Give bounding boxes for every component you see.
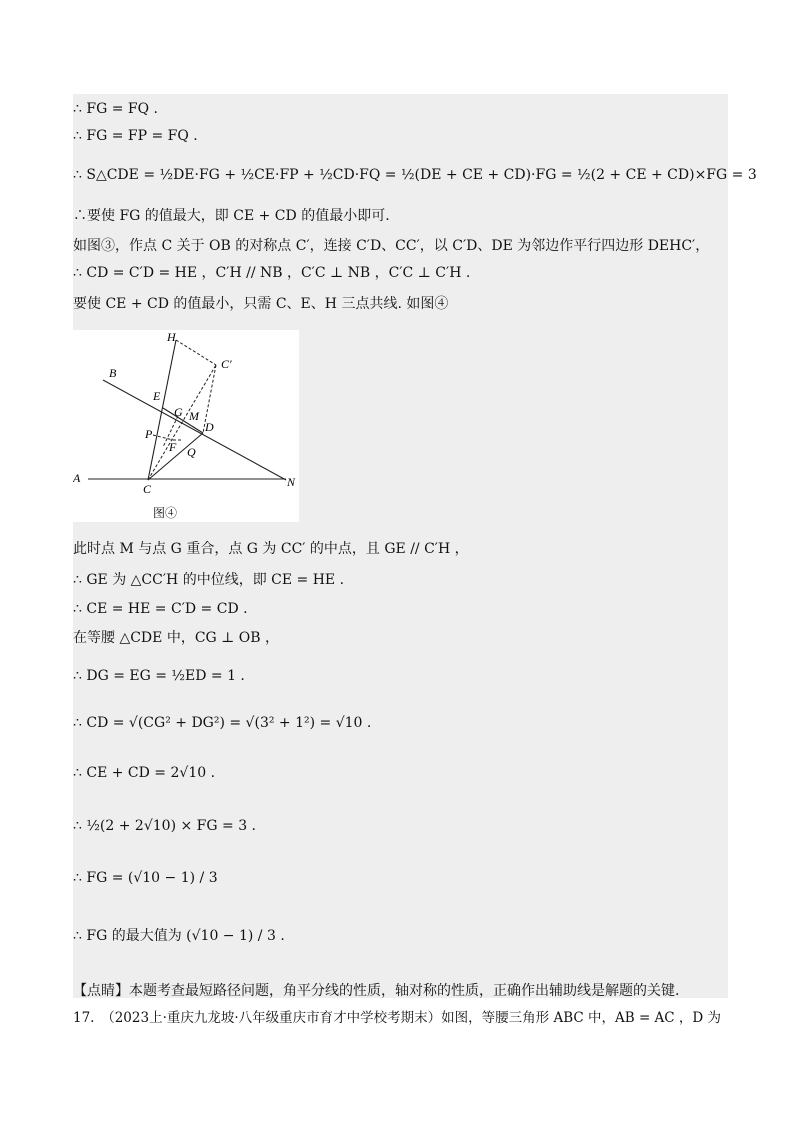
solution-line: ∴ CD = C′D = HE ，C′H // NB ，C′C ⊥ NB ，C′C ⊥ C′H . <box>73 265 471 281</box>
solution-line: ∴ GE 为 △CC′H 的中位线，即 CE = HE . <box>73 572 345 588</box>
line-HCprime <box>176 340 216 365</box>
label-A: A <box>73 471 81 485</box>
comment-note: 【点睛】本题考查最短路径问题，角平分线的性质，轴对称的性质，正确作出辅助线是解题的关键. <box>73 983 680 999</box>
label-H: H <box>167 330 176 344</box>
next-question: 17. （2023上·重庆九龙坡·八年级重庆市育才中学校考期末）如图，等腰三角形 ABC 中，AB = AC ，D 为 <box>73 1010 722 1026</box>
solution-line: ∴ CE = HE = C′D = CD . <box>73 601 248 617</box>
geometry-svg <box>73 330 299 522</box>
solution-line: ∴ FG = (√10 − 1) / 3 <box>73 870 218 886</box>
label-G: G <box>174 405 183 419</box>
geometry-figure <box>73 330 299 522</box>
figure-caption: 图④ <box>153 506 178 520</box>
solution-line: ∴ DG = EG = ½ED = 1 . <box>73 668 245 684</box>
solution-line: ∴ FG = FP = FQ . <box>73 128 198 144</box>
line-BN <box>103 380 286 480</box>
label-N: N <box>287 475 296 489</box>
solution-line: 此时点 M 与点 G 重合，点 G 为 CC′ 的中点，且 GE // C′H ， <box>73 541 469 557</box>
solution-line: 如图③，作点 C 关于 OB 的对称点 C′，连接 C′D、CC′，以 C′D、DE 为邻边作平行四边形 DEHC′， <box>73 238 710 254</box>
solution-line: 在等腰 △CDE 中，CG ⊥ OB ， <box>73 630 280 646</box>
solution-line: 要使 CE + CD 的值最小，只需 C、E、H 三点共线. 如图④ <box>73 296 449 312</box>
label-C-prime: C′ <box>221 357 232 371</box>
label-C: C <box>143 482 152 496</box>
label-M: M <box>189 409 199 423</box>
solution-line: ∴ FG = FQ . <box>73 101 158 117</box>
label-F: F <box>169 440 177 454</box>
solution-line: ∴ CE + CD = 2√10 . <box>73 765 216 781</box>
label-B: B <box>109 366 117 380</box>
label-Q: Q <box>187 445 196 459</box>
solution-line: ∴ CD = √(CG² + DG²) = √(3² + 1²) = √10 . <box>73 715 372 731</box>
label-P: P <box>145 427 153 441</box>
solution-line: ∴要使 FG 的值最大，即 CE + CD 的值最小即可. <box>73 208 390 224</box>
solution-line: ∴ ½(2 + 2√10) × FG = 3 . <box>73 818 256 834</box>
label-D: D <box>205 420 214 434</box>
solution-line: ∴ FG 的最大值为 (√10 − 1) / 3 . <box>73 928 285 944</box>
solution-line: ∴ S△CDE = ½DE·FG + ½CE·FP + ½CD·FQ = ½(DE + CE + CD)·FG = ½(2 + CE + CD)×FG = 3 <box>73 167 757 183</box>
label-E: E <box>153 389 161 403</box>
